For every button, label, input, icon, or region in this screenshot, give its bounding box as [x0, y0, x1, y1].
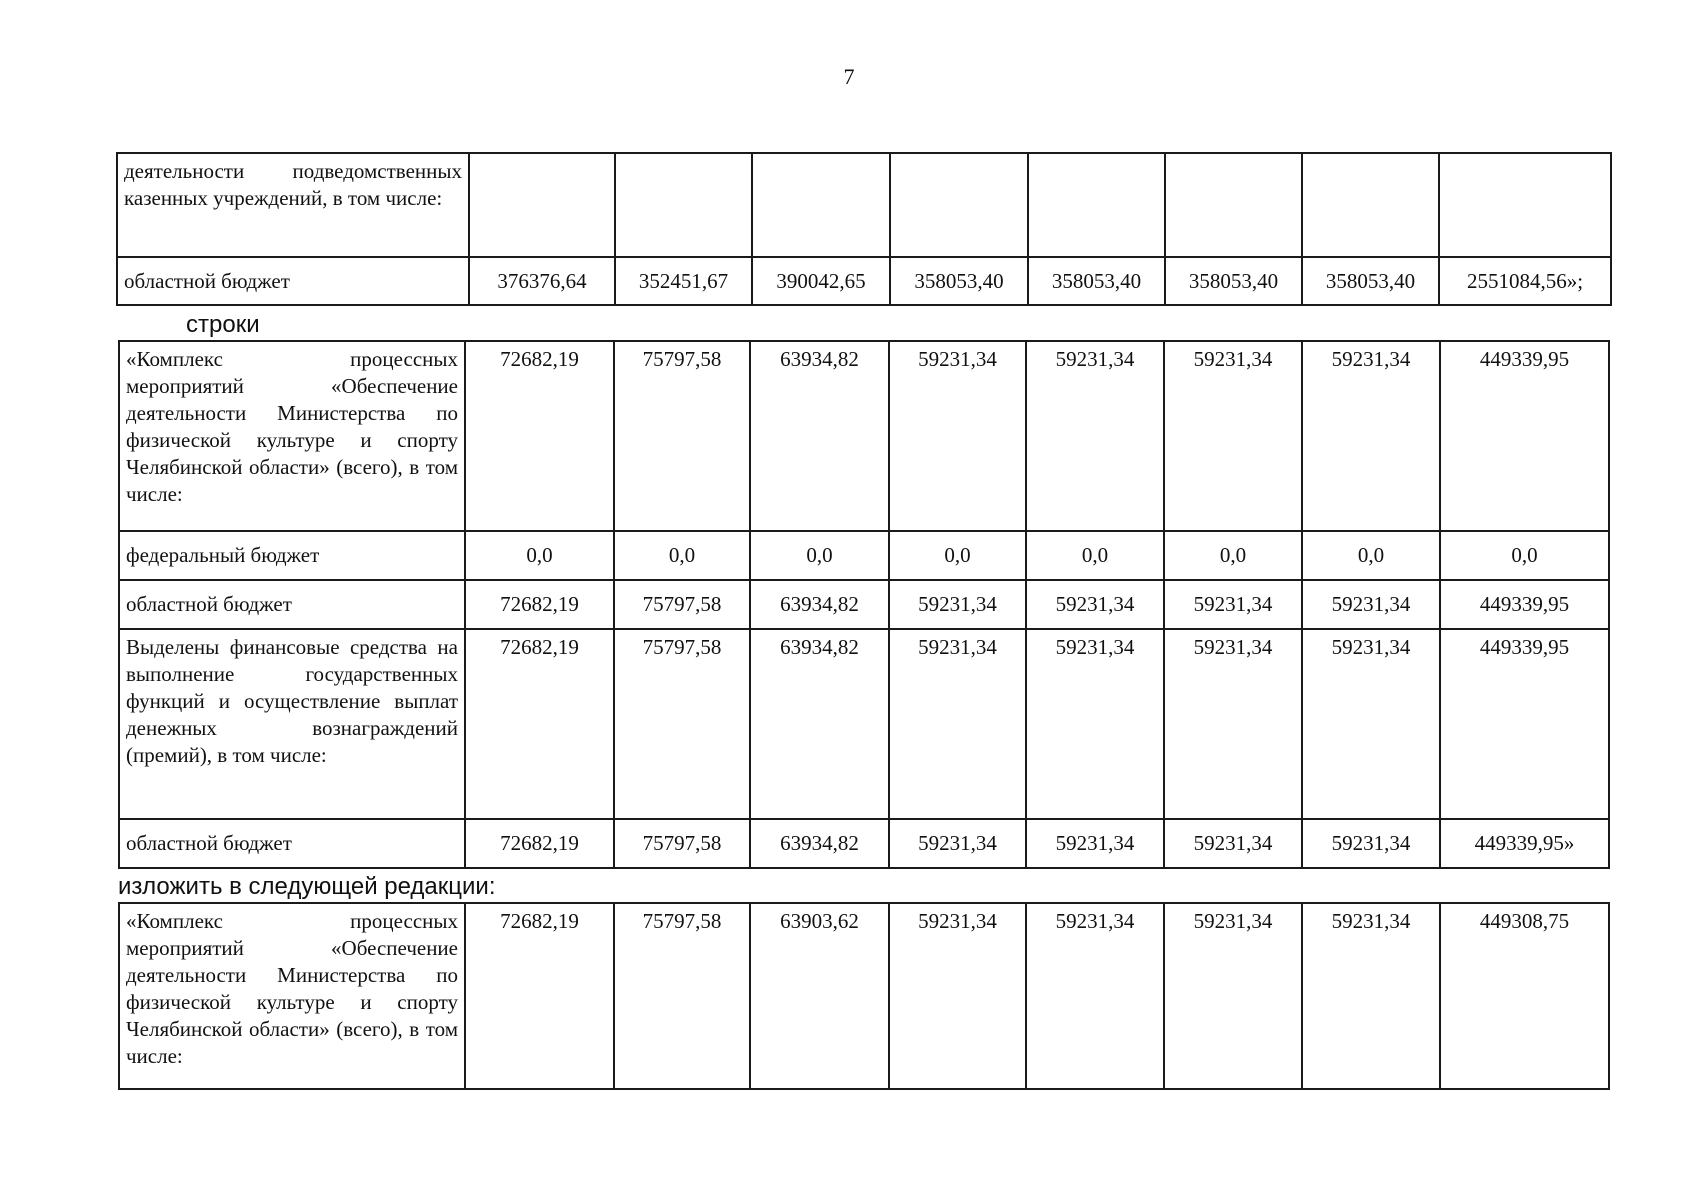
- value-cell: 59231,34: [889, 341, 1026, 531]
- value-cell: 0,0: [889, 531, 1026, 580]
- value-cell: 358053,40: [1165, 257, 1302, 305]
- value-cell: 72682,19: [465, 629, 614, 819]
- value-cell: 63934,82: [750, 580, 889, 629]
- value-cell: 390042,65: [752, 257, 890, 305]
- table-new-rows: [118, 902, 1610, 1090]
- value-cell: 449339,95»: [1440, 819, 1609, 868]
- page-number: 7: [843, 64, 855, 89]
- row-label: «Комплекс процессных мероприятий «Обеспечение деятельности Министерства по физической культуре и спорту Челябинской области» (всего), в том числе:: [119, 341, 465, 531]
- value-cell: 59231,34: [1302, 580, 1440, 629]
- value-cell: 0,0: [1302, 531, 1440, 580]
- value-cell: 72682,19: [465, 819, 614, 868]
- row-label: областной бюджет: [119, 580, 465, 629]
- value-cell: 63934,82: [750, 629, 889, 819]
- value-cell: [1028, 153, 1165, 257]
- value-cell: 63934,82: [750, 819, 889, 868]
- row-label: «Комплекс процессных мероприятий «Обеспечение деятельности Министерства по физической культуре и спорту Челябинской области» (всего), в том числе:: [119, 903, 465, 1089]
- table-row: [119, 629, 1609, 819]
- note-edit: изложить в следующей редакции:: [118, 873, 496, 900]
- value-cell: [1439, 153, 1611, 257]
- value-cell: 75797,58: [614, 341, 750, 531]
- value-cell: [1302, 153, 1439, 257]
- table-row: [119, 903, 1609, 1089]
- value-cell: 59231,34: [1026, 580, 1164, 629]
- value-cell: 0,0: [1026, 531, 1164, 580]
- value-cell: 59231,34: [1302, 819, 1440, 868]
- value-cell: 449339,95: [1440, 341, 1609, 531]
- value-cell: 0,0: [1440, 531, 1609, 580]
- value-cell: 59231,34: [1164, 819, 1302, 868]
- value-cell: 72682,19: [465, 341, 614, 531]
- value-cell: [890, 153, 1028, 257]
- value-cell: 59231,34: [1164, 629, 1302, 819]
- row-label: деятельности подведомственных казенных учреждений, в том числе:: [117, 153, 469, 257]
- table-old-rows: [118, 340, 1610, 869]
- value-cell: 59231,34: [1164, 903, 1302, 1089]
- table-row: [119, 580, 1609, 629]
- value-cell: 75797,58: [614, 903, 750, 1089]
- value-cell: 0,0: [614, 531, 750, 580]
- table-row: [119, 819, 1609, 868]
- table-row: [117, 257, 1611, 305]
- value-cell: 63903,62: [750, 903, 889, 1089]
- value-cell: 59231,34: [1302, 903, 1440, 1089]
- row-label: областной бюджет: [117, 257, 469, 305]
- value-cell: 75797,58: [614, 819, 750, 868]
- value-cell: 358053,40: [890, 257, 1028, 305]
- value-cell: 59231,34: [1302, 341, 1440, 531]
- value-cell: 75797,58: [614, 580, 750, 629]
- value-cell: 358053,40: [1302, 257, 1439, 305]
- row-label: федеральный бюджет: [119, 531, 465, 580]
- value-cell: 59231,34: [1164, 580, 1302, 629]
- value-cell: 0,0: [750, 531, 889, 580]
- value-cell: 59231,34: [889, 580, 1026, 629]
- value-cell: 358053,40: [1028, 257, 1165, 305]
- value-cell: 449308,75: [1440, 903, 1609, 1089]
- value-cell: 376376,64: [469, 257, 615, 305]
- value-cell: 59231,34: [889, 819, 1026, 868]
- value-cell: 449339,95: [1440, 629, 1609, 819]
- value-cell: 0,0: [1164, 531, 1302, 580]
- table-row: [117, 153, 1611, 257]
- value-cell: 0,0: [465, 531, 614, 580]
- value-cell: 59231,34: [889, 629, 1026, 819]
- value-cell: 72682,19: [465, 903, 614, 1089]
- value-cell: 75797,58: [614, 629, 750, 819]
- value-cell: 352451,67: [615, 257, 752, 305]
- value-cell: 449339,95: [1440, 580, 1609, 629]
- value-cell: 2551084,56»;: [1439, 257, 1611, 305]
- table-row: [119, 341, 1609, 531]
- value-cell: [469, 153, 615, 257]
- value-cell: [1165, 153, 1302, 257]
- value-cell: 59231,34: [889, 903, 1026, 1089]
- note-rows: строки: [186, 311, 260, 338]
- value-cell: 59231,34: [1026, 341, 1164, 531]
- value-cell: 63934,82: [750, 341, 889, 531]
- value-cell: 59231,34: [1302, 629, 1440, 819]
- row-label: областной бюджет: [119, 819, 465, 868]
- value-cell: [752, 153, 890, 257]
- table-continuation: [116, 152, 1612, 306]
- value-cell: 59231,34: [1026, 819, 1164, 868]
- value-cell: 59231,34: [1026, 629, 1164, 819]
- value-cell: 72682,19: [465, 580, 614, 629]
- value-cell: [615, 153, 752, 257]
- row-label: Выделены финансовые средства на выполнение государственных функций и осуществление выплат денежных вознаграждений (премий), в том числе:: [119, 629, 465, 819]
- value-cell: 59231,34: [1164, 341, 1302, 531]
- table-row: [119, 531, 1609, 580]
- value-cell: 59231,34: [1026, 903, 1164, 1089]
